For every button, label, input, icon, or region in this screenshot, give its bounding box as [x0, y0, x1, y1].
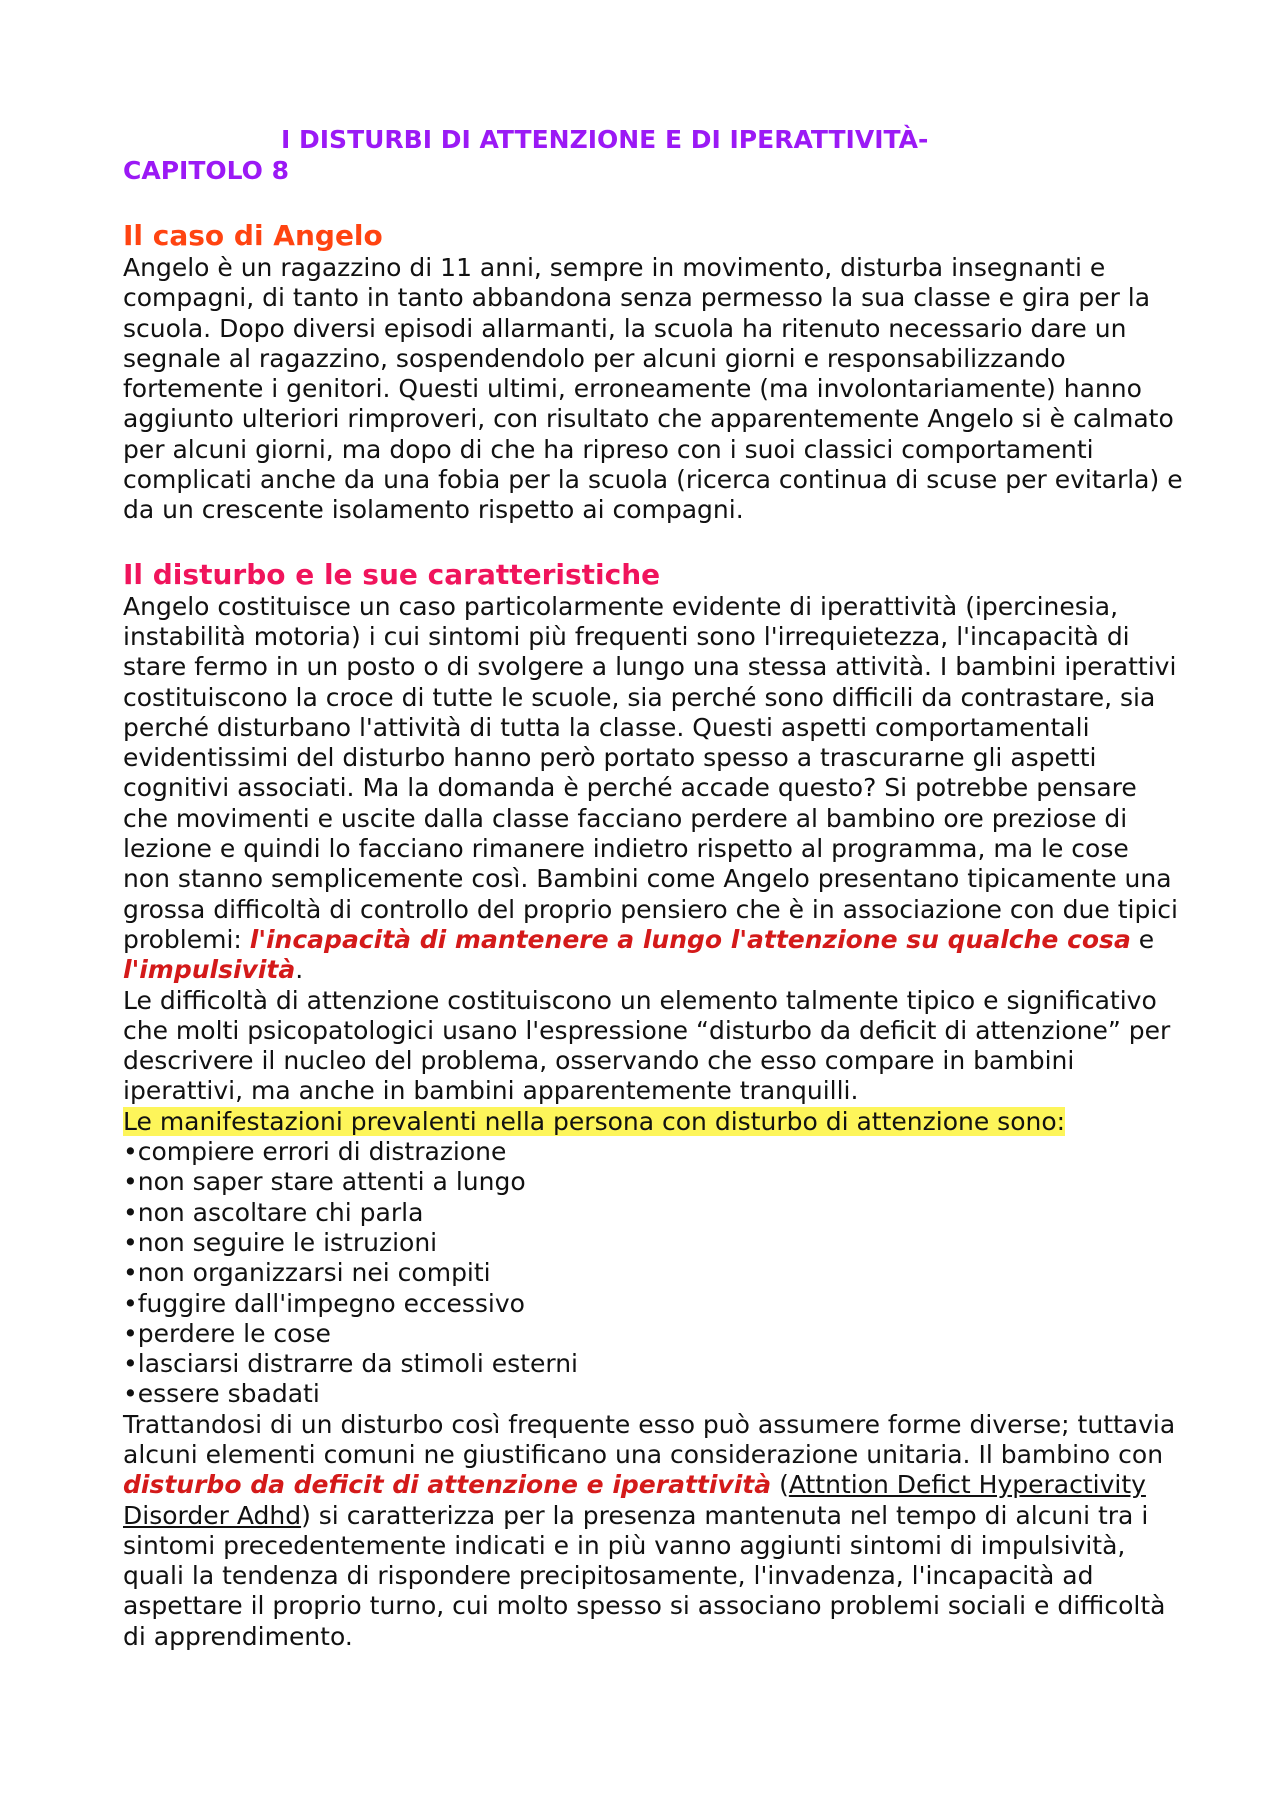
paragraph-text: ) si caratterizza per la presenza mantenuta nel tempo di alcuni tra i sintomi precedentemente indicati e in più vanno aggiunti sintomi di impulsività, quali la tendenza di rispondere precipitosamente, l'invadenza, l'incapacità ad aspettare il proprio turno, cui molto spesso si associano problemi sociali e difficoltà di apprendimento.	[123, 1500, 1166, 1651]
title-line-1: I DISTURBI DI ATTENZIONE E DI IPERATTIVITÀ-	[281, 125, 929, 154]
document-title	[123, 124, 1183, 186]
section-heading-caso-angelo: Il caso di Angelo	[123, 219, 383, 252]
highlighted-intro	[123, 1107, 1183, 1137]
emphasis-incapacita: l'incapacità di mantenere a lungo l'attenzione su qualche cosa	[249, 924, 1131, 954]
highlighted-text: Le manifestazioni prevalenti nella persona con disturbo di attenzione sono:	[123, 1106, 1066, 1136]
paragraph-text: e	[1130, 924, 1155, 954]
list-item: • fuggire dall'impegno eccessivo	[123, 1289, 1183, 1319]
section-heading-disturbo: Il disturbo e le sue caratteristiche	[123, 557, 661, 591]
list-item: • compiere errori di distrazione	[123, 1137, 1183, 1167]
manifestations-list	[123, 1137, 1183, 1410]
paragraph-text: (	[771, 1470, 789, 1500]
paragraph-text: .	[295, 955, 304, 985]
document-page	[123, 124, 1183, 1652]
title-line-2: CAPITOLO 8	[123, 156, 290, 185]
paragraph-caso-angelo: Angelo è un ragazzino di 11 anni, sempre in movimento, disturba insegnanti e compagni, di tanto in tanto abbandona senza permesso la sua classe e gira per la scuola. Dopo diversi episodi allarmanti, la scuola ha ritenuto necessario dare un segnale al ragazzino, sospendendolo per alcuni giorni e responsabilizzando fortemente i genitori. Questi ultimi, erroneamente (ma involontariamente) hanno aggiunto ulteriori rimproveri, con risultato che apparentemente Angelo si è calmato per alcuni giorni, ma dopo di che ha ripreso con i suoi classici comportamenti complicati anche da una fobia per la scuola (ricerca continua di scuse per evitarla) e da un crescente isolamento rispetto ai compagni.	[123, 253, 1183, 525]
list-item: • non organizzarsi nei compiti	[123, 1258, 1183, 1288]
list-item: • perdere le cose	[123, 1319, 1183, 1349]
paragraph-disturbo-2: Le difficoltà di attenzione costituiscono un elemento talmente tipico e significativo che molti psicopatologici usano l'espressione “disturbo da deficit di attenzione” per descrivere il nucleo del problema, osservando che esso compare in bambini iperattivi, ma anche in bambini apparentemente tranquilli.	[123, 985, 1171, 1106]
list-item: • non saper stare attenti a lungo	[123, 1167, 1183, 1197]
paragraph-text: Trattandosi di un disturbo così frequente esso può assumere forme diverse; tuttavia alcuni elementi comuni ne giustificano una considerazione unitaria. Il bambino con	[123, 1409, 1176, 1469]
emphasis-impulsivita: l'impulsività	[123, 955, 296, 985]
list-item: • lasciarsi distrarre da stimoli esterni	[123, 1349, 1183, 1379]
list-item: • essere sbadati	[123, 1379, 1183, 1409]
list-item: • non seguire le istruzioni	[123, 1228, 1183, 1258]
emphasis-adhd: disturbo da deficit di attenzione e iperattività	[123, 1470, 772, 1500]
paragraph-text: Angelo costituisce un caso particolarmente evidente di iperattività (ipercinesia, instabilità motoria) i cui sintomi più frequenti sono l'irrequietezza, l'incapacità di stare fermo in un posto o di svolgere a lungo una stessa attività. I bambini iperattivi costituiscono la croce di tutte le scuole, sia perché sono difficili da contrastare, sia perché disturbano l'attività di tutta la classe. Questi aspetti comportamentali evidentissimi del disturbo hanno però portato spesso a trascurarne gli aspetti cognitivi associati. Ma la domanda è perché accade questo? Si potrebbe pensare che movimenti e uscite dalla classe facciano perdere al bambino ore preziose di lezione e quindi lo facciano rimanere indietro rispetto al programma, ma le cose non stanno semplicemente così. Bambini come Angelo presentano tipicamente una grossa difficoltà di controllo del proprio pensiero che è in associazione con due tipici problemi:	[123, 591, 1178, 954]
list-item: • non ascoltare chi parla	[123, 1198, 1183, 1228]
paragraph-disturbo-3	[123, 1410, 1183, 1652]
paragraph-disturbo-1	[123, 592, 1183, 986]
underlined-adhd-term: Attntion Defict Hyperactivity Disorder Adhd	[123, 1470, 1146, 1530]
